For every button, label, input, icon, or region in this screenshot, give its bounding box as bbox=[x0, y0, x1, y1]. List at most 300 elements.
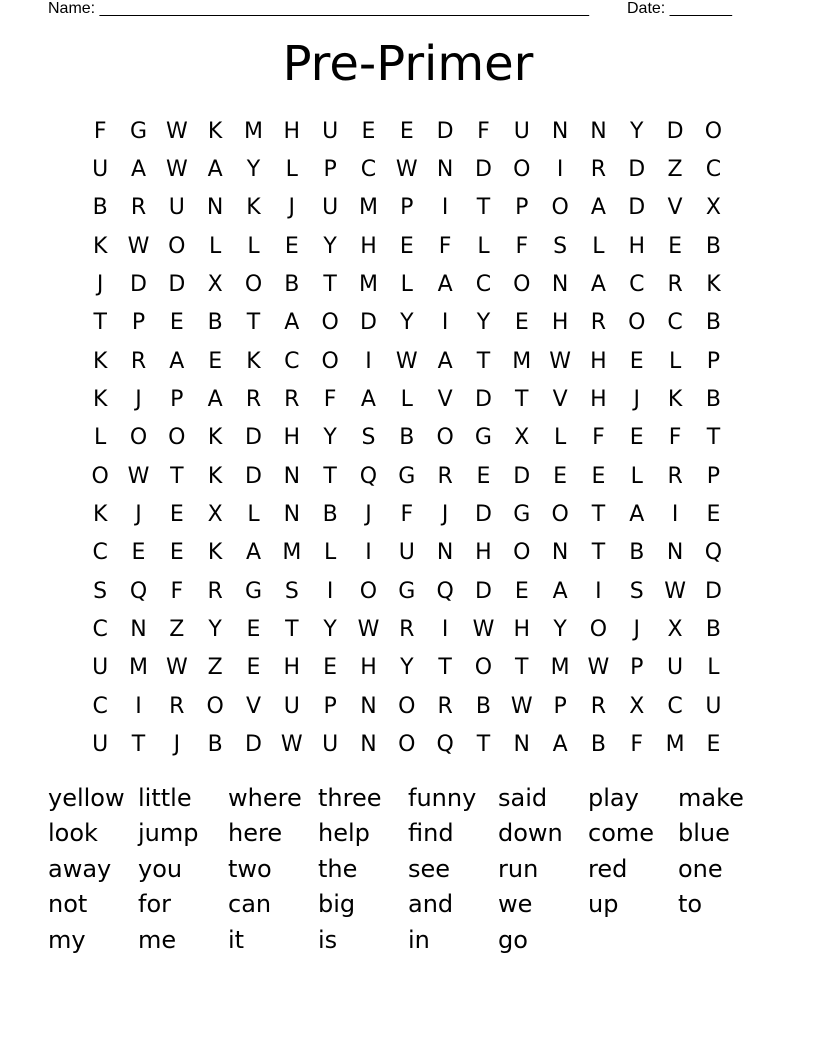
grid-letter: Q bbox=[704, 540, 723, 566]
grid-letter: D bbox=[359, 310, 377, 336]
word-list-item: said bbox=[498, 783, 548, 812]
word-list-item: jump bbox=[138, 819, 199, 848]
grid-letter: I bbox=[365, 348, 372, 374]
grid-letter: H bbox=[590, 386, 607, 412]
grid-letter: Y bbox=[400, 655, 414, 681]
grid-letter: A bbox=[590, 195, 606, 221]
grid-letter: W bbox=[127, 463, 150, 489]
word-list-item: in bbox=[408, 925, 430, 954]
grid-letter: K bbox=[92, 233, 108, 259]
word-list-item: three bbox=[318, 783, 382, 812]
word-list-item: the bbox=[318, 854, 358, 883]
grid-letter: S bbox=[629, 578, 644, 604]
grid-letter: K bbox=[92, 501, 108, 527]
grid-letter: Y bbox=[323, 616, 337, 642]
grid-letter: B bbox=[207, 731, 223, 757]
grid-letter: K bbox=[92, 386, 108, 412]
grid-row bbox=[81, 227, 733, 265]
grid-letter: M bbox=[550, 655, 570, 681]
grid-letter: W bbox=[587, 655, 610, 681]
grid-letter: J bbox=[633, 616, 640, 642]
grid-letter: N bbox=[551, 118, 569, 144]
grid-letter: O bbox=[244, 271, 263, 297]
grid-letter: U bbox=[322, 731, 339, 757]
grid-letter: B bbox=[92, 195, 108, 221]
grid-letter: U bbox=[92, 731, 109, 757]
grid-letter: O bbox=[436, 425, 454, 451]
grid-letter: L bbox=[324, 540, 337, 566]
word-list-row bbox=[48, 851, 768, 887]
grid-letter: I bbox=[441, 616, 449, 642]
grid-letter: P bbox=[131, 310, 146, 336]
grid-letter: T bbox=[515, 386, 529, 412]
grid-letter: U bbox=[398, 540, 415, 566]
grid-letter: V bbox=[667, 195, 683, 221]
grid-letter: K bbox=[207, 463, 223, 489]
grid-letter: A bbox=[437, 271, 453, 297]
grid-letter: I bbox=[671, 501, 679, 527]
grid-letter: K bbox=[92, 348, 108, 374]
grid-letter: U bbox=[322, 195, 339, 221]
grid-letter: R bbox=[590, 156, 607, 182]
grid-letter: O bbox=[168, 425, 186, 451]
grid-letter: G bbox=[398, 578, 416, 604]
grid-letter: E bbox=[476, 463, 491, 489]
grid-letter: S bbox=[284, 578, 299, 604]
grid-row bbox=[81, 304, 733, 342]
grid-letter: B bbox=[705, 310, 721, 336]
grid-row bbox=[81, 189, 733, 227]
word-list-item: look bbox=[48, 819, 98, 848]
word-list-item: yellow bbox=[48, 783, 125, 812]
grid-letter: Z bbox=[667, 156, 683, 182]
grid-letter: Q bbox=[436, 731, 454, 757]
grid-letter: E bbox=[284, 233, 299, 259]
grid-letter: C bbox=[92, 616, 108, 642]
grid-letter: R bbox=[207, 578, 223, 604]
grid-letter: E bbox=[399, 118, 414, 144]
grid-row bbox=[81, 725, 733, 763]
word-list-item: two bbox=[228, 854, 272, 883]
grid-letter: O bbox=[513, 156, 531, 182]
grid-row bbox=[81, 687, 733, 725]
grid-letter: F bbox=[630, 731, 644, 757]
grid-letter: X bbox=[629, 693, 645, 719]
grid-letter: B bbox=[207, 310, 223, 336]
word-list-item: it bbox=[228, 925, 245, 954]
grid-letter: F bbox=[592, 425, 605, 451]
grid-letter: H bbox=[283, 655, 301, 681]
grid-letter: A bbox=[284, 310, 300, 336]
grid-letter: D bbox=[168, 271, 186, 297]
word-list-item: you bbox=[138, 854, 183, 883]
grid-letter: Y bbox=[246, 156, 261, 182]
grid-letter: T bbox=[591, 501, 606, 527]
word-list-row bbox=[48, 816, 768, 852]
grid-letter: L bbox=[707, 655, 720, 681]
grid-letter: D bbox=[130, 271, 147, 297]
grid-letter: W bbox=[510, 693, 533, 719]
grid-letter: Q bbox=[359, 463, 378, 489]
page-title: Pre-Primer bbox=[282, 36, 534, 92]
grid-letter: S bbox=[553, 233, 568, 259]
grid-letter: C bbox=[475, 271, 492, 297]
grid-letter: J bbox=[441, 501, 449, 527]
grid-letter: E bbox=[514, 310, 529, 336]
grid-letter: A bbox=[207, 386, 223, 412]
grid-letter: T bbox=[476, 195, 491, 221]
grid-letter: S bbox=[93, 578, 108, 604]
grid-letter: R bbox=[130, 195, 147, 221]
grid-letter: M bbox=[129, 655, 148, 681]
date-field-label: Date: _______ bbox=[627, 0, 732, 17]
grid-letter: K bbox=[246, 195, 261, 221]
grid-letter: L bbox=[592, 233, 605, 259]
grid-letter: L bbox=[285, 156, 298, 182]
grid-letter: N bbox=[130, 616, 147, 642]
grid-letter: O bbox=[398, 693, 416, 719]
grid-letter: M bbox=[665, 731, 685, 757]
grid-letter: E bbox=[629, 348, 644, 374]
grid-letter: H bbox=[628, 233, 646, 259]
grid-letter: O bbox=[321, 348, 339, 374]
grid-letter: J bbox=[288, 195, 296, 221]
grid-letter: W bbox=[395, 348, 418, 374]
grid-letter: J bbox=[633, 386, 640, 412]
grid-letter: U bbox=[92, 655, 109, 681]
word-list-item: for bbox=[138, 890, 171, 919]
grid-letter: F bbox=[438, 233, 452, 259]
grid-letter: M bbox=[512, 348, 532, 374]
grid-letter: L bbox=[94, 425, 107, 451]
grid-letter: L bbox=[477, 233, 490, 259]
grid-letter: N bbox=[360, 731, 377, 757]
word-list-item: one bbox=[678, 854, 723, 883]
grid-letter: O bbox=[513, 271, 531, 297]
grid-letter: T bbox=[93, 310, 107, 336]
grid-letter: P bbox=[706, 463, 721, 489]
grid-letter: H bbox=[513, 616, 531, 642]
grid-letter: R bbox=[667, 271, 683, 297]
grid-letter: K bbox=[246, 348, 261, 374]
grid-letter: H bbox=[360, 655, 377, 681]
grid-letter: O bbox=[129, 425, 148, 451]
word-list-item: away bbox=[48, 854, 112, 883]
word-list-item: see bbox=[408, 854, 451, 883]
grid-letter: R bbox=[437, 463, 453, 489]
word-list-item: big bbox=[318, 890, 356, 919]
grid-letter: K bbox=[207, 118, 223, 144]
grid-letter: R bbox=[590, 693, 607, 719]
grid-letter: C bbox=[705, 156, 722, 182]
grid-letter: O bbox=[398, 731, 416, 757]
word-list-item: come bbox=[588, 819, 655, 848]
letter-grid bbox=[81, 112, 733, 764]
word-list-item: little bbox=[138, 783, 192, 812]
grid-letter: D bbox=[628, 195, 646, 221]
grid-letter: P bbox=[515, 195, 529, 221]
grid-letter: Z bbox=[169, 616, 185, 642]
grid-letter: W bbox=[472, 616, 495, 642]
grid-row bbox=[81, 112, 733, 150]
grid-letter: U bbox=[168, 195, 185, 221]
grid-letter: V bbox=[245, 693, 261, 719]
grid-row bbox=[81, 380, 733, 418]
grid-letter: N bbox=[436, 156, 454, 182]
grid-letter: A bbox=[552, 731, 568, 757]
grid-row bbox=[81, 457, 733, 495]
grid-letter: N bbox=[283, 463, 301, 489]
grid-letter: R bbox=[284, 386, 300, 412]
grid-letter: P bbox=[323, 693, 337, 719]
grid-letter: Y bbox=[208, 616, 222, 642]
grid-letter: C bbox=[92, 540, 108, 566]
grid-letter: K bbox=[706, 271, 721, 297]
grid-letter: K bbox=[207, 425, 223, 451]
grid-letter: P bbox=[400, 195, 414, 221]
grid-letter: I bbox=[326, 578, 334, 604]
grid-letter: C bbox=[284, 348, 300, 374]
grid-letter: R bbox=[130, 348, 147, 374]
grid-letter: O bbox=[704, 118, 723, 144]
word-list-item: up bbox=[588, 890, 619, 919]
grid-letter: H bbox=[283, 118, 301, 144]
grid-letter: O bbox=[91, 463, 109, 489]
grid-letter: O bbox=[513, 540, 531, 566]
grid-letter: W bbox=[280, 731, 303, 757]
grid-letter: Q bbox=[129, 578, 148, 604]
grid-letter: H bbox=[590, 348, 607, 374]
grid-letter: E bbox=[591, 463, 606, 489]
grid-letter: D bbox=[628, 156, 646, 182]
grid-letter: D bbox=[474, 156, 492, 182]
grid-letter: M bbox=[358, 271, 378, 297]
grid-letter: D bbox=[513, 463, 531, 489]
grid-letter: U bbox=[92, 156, 109, 182]
grid-row bbox=[81, 265, 733, 303]
grid-letter: I bbox=[441, 195, 449, 221]
grid-letter: C bbox=[92, 693, 108, 719]
grid-letter: E bbox=[361, 118, 376, 144]
grid-letter: A bbox=[552, 578, 568, 604]
grid-letter: P bbox=[706, 348, 721, 374]
grid-letter: I bbox=[365, 540, 372, 566]
grid-letter: K bbox=[667, 386, 683, 412]
grid-letter: E bbox=[131, 540, 146, 566]
word-list-item: is bbox=[318, 925, 338, 954]
grid-letter: N bbox=[360, 693, 377, 719]
grid-letter: F bbox=[170, 578, 184, 604]
word-list-item: and bbox=[408, 890, 454, 919]
grid-letter: J bbox=[135, 501, 142, 527]
grid-letter: Y bbox=[553, 616, 567, 642]
word-list-item: funny bbox=[408, 783, 477, 812]
grid-letter: Z bbox=[207, 655, 223, 681]
grid-letter: V bbox=[552, 386, 568, 412]
grid-letter: C bbox=[629, 271, 645, 297]
grid-letter: Y bbox=[323, 233, 337, 259]
grid-letter: B bbox=[705, 386, 721, 412]
grid-letter: X bbox=[667, 616, 683, 642]
grid-letter: O bbox=[474, 655, 493, 681]
grid-letter: L bbox=[400, 386, 413, 412]
grid-letter: D bbox=[245, 425, 262, 451]
grid-letter: B bbox=[284, 271, 300, 297]
grid-letter: M bbox=[282, 540, 302, 566]
grid-letter: S bbox=[361, 425, 376, 451]
grid-letter: D bbox=[704, 578, 722, 604]
grid-letter: I bbox=[135, 693, 142, 719]
word-list-item: run bbox=[498, 854, 539, 883]
grid-letter: U bbox=[322, 118, 339, 144]
word-list-item: help bbox=[318, 819, 370, 848]
grid-letter: E bbox=[169, 540, 184, 566]
grid-letter: C bbox=[360, 156, 377, 182]
grid-letter: Q bbox=[436, 578, 454, 604]
grid-letter: N bbox=[436, 540, 454, 566]
grid-letter: O bbox=[551, 195, 569, 221]
grid-row bbox=[81, 342, 733, 380]
grid-letter: E bbox=[246, 616, 261, 642]
grid-letter: E bbox=[169, 501, 184, 527]
word-list-item: red bbox=[588, 854, 628, 883]
grid-letter: B bbox=[322, 501, 338, 527]
grid-letter: E bbox=[706, 501, 721, 527]
word-list-item: my bbox=[48, 925, 86, 954]
grid-letter: F bbox=[400, 501, 414, 527]
grid-letter: W bbox=[664, 578, 686, 604]
grid-letter: I bbox=[595, 578, 602, 604]
grid-letter: D bbox=[474, 501, 492, 527]
grid-letter: M bbox=[243, 118, 263, 144]
word-list-item: play bbox=[588, 783, 639, 812]
grid-letter: R bbox=[399, 616, 415, 642]
grid-letter: P bbox=[323, 156, 337, 182]
grid-letter: D bbox=[436, 118, 454, 144]
grid-letter: R bbox=[590, 310, 607, 336]
grid-letter: G bbox=[129, 118, 148, 144]
grid-letter: T bbox=[170, 463, 184, 489]
grid-letter: H bbox=[475, 540, 492, 566]
word-list bbox=[48, 780, 768, 958]
grid-letter: D bbox=[245, 731, 262, 757]
grid-letter: N bbox=[590, 118, 607, 144]
grid-letter: Y bbox=[323, 425, 337, 451]
grid-letter: N bbox=[206, 195, 224, 221]
grid-letter: E bbox=[323, 655, 338, 681]
grid-letter: M bbox=[358, 195, 378, 221]
grid-letter: O bbox=[206, 693, 224, 719]
word-list-item: find bbox=[408, 819, 454, 848]
grid-letter: L bbox=[630, 463, 643, 489]
grid-letter: X bbox=[207, 271, 223, 297]
grid-row bbox=[81, 610, 733, 648]
grid-letter: O bbox=[359, 578, 378, 604]
grid-row bbox=[81, 419, 733, 457]
grid-letter: I bbox=[441, 310, 449, 336]
grid-letter: A bbox=[629, 501, 645, 527]
word-list-item: to bbox=[678, 890, 703, 919]
grid-letter: P bbox=[170, 386, 184, 412]
grid-letter: O bbox=[628, 310, 646, 336]
grid-letter: O bbox=[551, 501, 569, 527]
grid-letter: L bbox=[553, 425, 567, 451]
grid-letter: F bbox=[477, 118, 490, 144]
grid-row bbox=[81, 572, 733, 610]
grid-letter: E bbox=[668, 233, 683, 259]
grid-letter: R bbox=[169, 693, 185, 719]
word-list-item: here bbox=[228, 819, 283, 848]
word-list-item: we bbox=[498, 890, 533, 919]
grid-letter: W bbox=[165, 655, 188, 681]
grid-letter: H bbox=[360, 233, 377, 259]
grid-letter: L bbox=[247, 233, 260, 259]
grid-letter: B bbox=[475, 693, 491, 719]
grid-letter: O bbox=[321, 310, 339, 336]
grid-letter: T bbox=[131, 731, 146, 757]
word-list-item: blue bbox=[678, 819, 730, 848]
grid-letter: X bbox=[514, 425, 530, 451]
grid-letter: B bbox=[705, 233, 721, 259]
grid-letter: J bbox=[96, 271, 104, 297]
word-list-item: not bbox=[48, 890, 88, 919]
grid-letter: T bbox=[323, 463, 337, 489]
grid-letter: A bbox=[245, 540, 261, 566]
grid-letter: H bbox=[283, 425, 301, 451]
word-list-item: go bbox=[498, 925, 528, 954]
name-field-label: Name: _______________________________________________________ bbox=[48, 0, 589, 17]
word-list-row bbox=[48, 887, 768, 923]
grid-letter: N bbox=[551, 540, 569, 566]
grid-letter: W bbox=[127, 233, 150, 259]
grid-letter: R bbox=[245, 386, 262, 412]
grid-letter: F bbox=[93, 118, 107, 144]
grid-letter: A bbox=[207, 156, 223, 182]
grid-letter: G bbox=[474, 425, 492, 451]
grid-letter: G bbox=[398, 463, 416, 489]
grid-letter: W bbox=[165, 156, 188, 182]
grid-letter: F bbox=[515, 233, 529, 259]
grid-row bbox=[81, 534, 733, 572]
grid-letter: R bbox=[667, 463, 683, 489]
grid-letter: T bbox=[515, 655, 529, 681]
grid-row bbox=[81, 495, 733, 533]
grid-letter: U bbox=[283, 693, 300, 719]
grid-letter: A bbox=[169, 348, 185, 374]
grid-letter: X bbox=[705, 195, 721, 221]
grid-letter: T bbox=[285, 616, 299, 642]
grid-letter: W bbox=[357, 616, 380, 642]
grid-letter: F bbox=[323, 386, 337, 412]
grid-letter: K bbox=[207, 540, 223, 566]
grid-letter: E bbox=[514, 578, 529, 604]
grid-letter: F bbox=[668, 425, 682, 451]
grid-row bbox=[81, 649, 733, 687]
grid-letter: V bbox=[437, 386, 453, 412]
grid-letter: E bbox=[706, 731, 721, 757]
grid-letter: L bbox=[668, 348, 682, 374]
grid-letter: L bbox=[400, 271, 413, 297]
grid-letter: W bbox=[395, 156, 418, 182]
grid-letter: B bbox=[399, 425, 415, 451]
grid-letter: E bbox=[208, 348, 223, 374]
grid-letter: D bbox=[474, 578, 492, 604]
grid-letter: D bbox=[666, 118, 684, 144]
grid-letter: H bbox=[551, 310, 569, 336]
grid-letter: U bbox=[667, 655, 684, 681]
grid-letter: Y bbox=[476, 310, 491, 336]
grid-letter: P bbox=[630, 655, 644, 681]
